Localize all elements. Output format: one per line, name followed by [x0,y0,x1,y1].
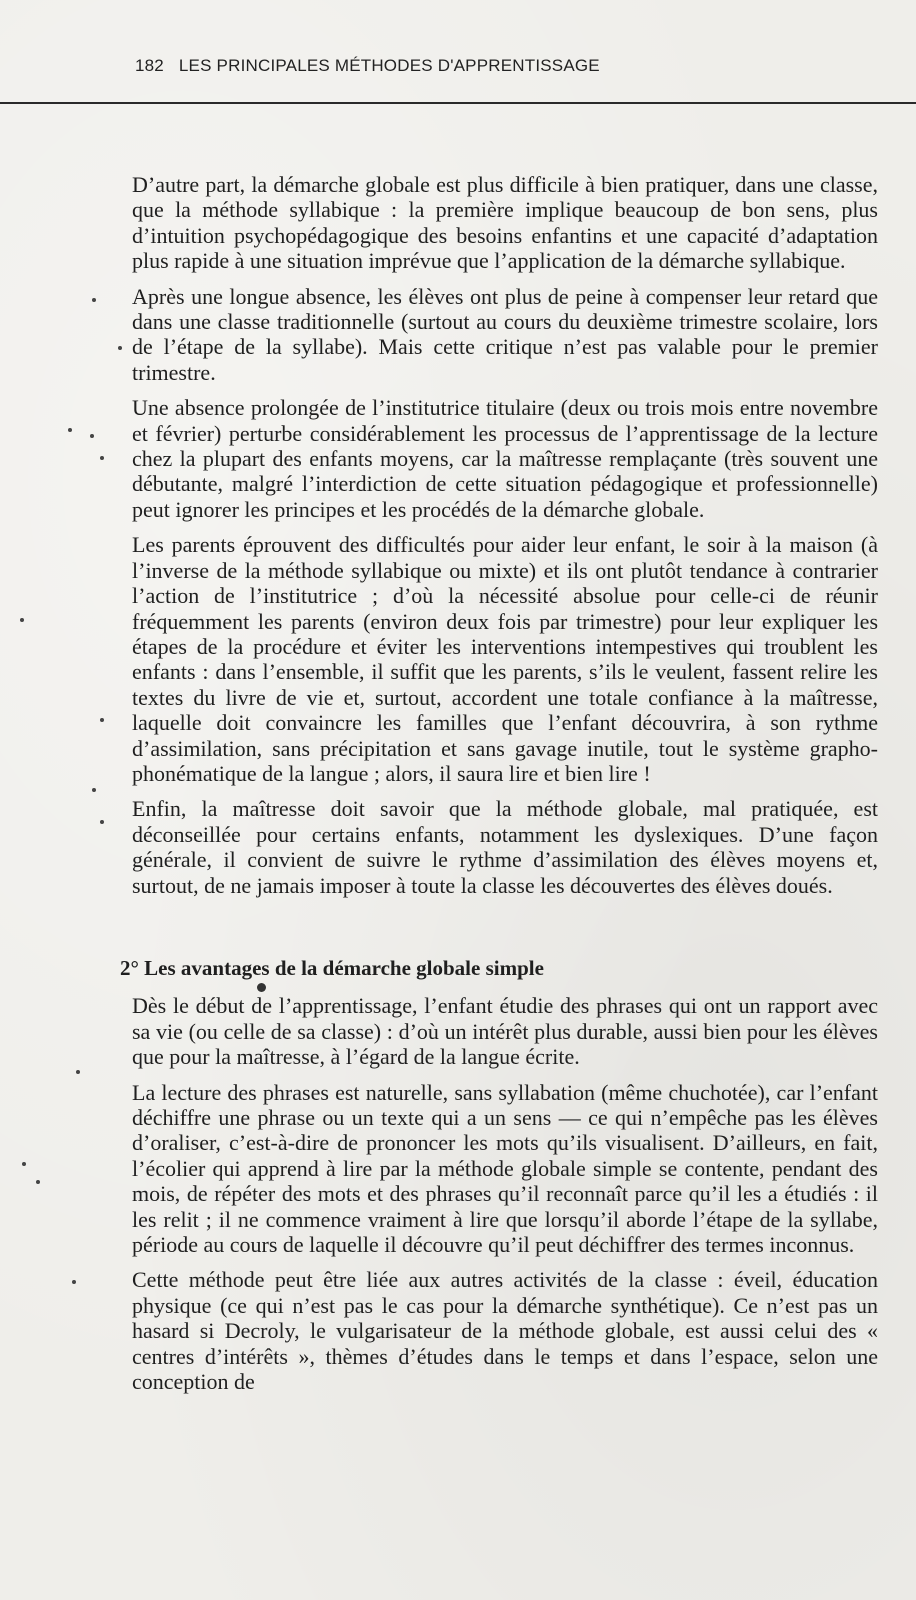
paragraph: La lecture des phrases est naturelle, sans syllabation (même chuchotée), car l’enfant déchiffre une phrase ou un texte qui a un sens — ce qui n’empêche pas les élèves d’oraliser, c’est-à-dire de prononcer les mots qu’ils visualisent. D’ailleurs, en fait, l’écolier qui apprend à lire par la méthode globale simple se contente, pendant des mois, de répéter des mots et des phrases qu’il reconnaît parce qu’il les a étudiés : il les relit ; il ne commence vraiment à lire que lorsqu’il aborde l’étape de la syllabe, période au cours de laquelle il découvre qu’il peut déchiffrer des termes inconnus. [132,1079,878,1258]
margin-dot [68,428,72,432]
margin-dot [92,298,96,302]
margin-dot [100,820,104,824]
section-heading: 2° Les avantages de la démarche globale simple [120,955,544,980]
running-header [135,56,600,76]
section-divider-dot [257,983,266,992]
margin-dot [22,1162,26,1166]
margin-dot [92,788,96,792]
margin-dot [90,434,94,438]
margin-dot [118,346,122,350]
page-number: 182 [135,56,164,75]
running-title: LES PRINCIPALES MÉTHODES D'APPRENTISSAGE [178,56,600,75]
body-text [120,172,878,1404]
header-rule [0,102,916,104]
paragraph: Une absence prolongée de l’institutrice titulaire (deux ou trois mois entre novembre et février) perturbe considérablement les processus de l’apprentissage de la lecture chez la plupart des enfants moyens, car la maîtresse remplaçante (très souvent une débutante, malgré l’interdiction de cette situation pédagogique et professionnelle) peut ignorer les principes et les procédés de la démarche globale. [132,395,878,522]
margin-dot [100,456,104,460]
paragraph: Dès le début de l’apprentissage, l’enfant étudie des phrases qui ont un rapport avec sa vie (ou celle de sa classe) : d’où un intérêt plus durable, aussi bien pour les élèves que pour la maîtresse, à l’égard de la langue écrite. [132,993,878,1070]
paragraph: Enfin, la maîtresse doit savoir que la méthode globale, mal pratiquée, est déconseillée pour certains enfants, notamment les dyslexiques. D’une façon générale, il convient de suivre le rythme d’assimilation des élèves moyens et, surtout, de ne jamais imposer à toute la classe les découvertes des élèves doués. [132,796,878,898]
paragraph: D’autre part, la démarche globale est plus difficile à bien pratiquer, dans une classe, que la méthode syllabique : la première implique beaucoup de bon sens, plus d’intuition psychopédagogique des besoins enfantins et une capacité d’adaptation plus rapide à une situation imprévue que l’application de la démarche syllabique. [132,172,878,274]
paragraph: Cette méthode peut être liée aux autres activités de la classe : éveil, éducation physique (ce qui n’est pas le cas pour la démarche synthétique). Ce n’est pas un hasard si Decroly, le vulgarisateur de la méthode globale, est aussi celui des « centres d’intérêts », thèmes d’études dans le temps et dans l’espace, selon une conception de [132,1267,878,1395]
paragraph: Les parents éprouvent des difficultés pour aider leur enfant, le soir à la maison (à l’inverse de la méthode syllabique ou mixte) et ils ont plutôt tendance à contrarier l’action de l’institutrice ; d’où la nécessité absolue pour celle-ci de réunir fréquemment les parents (environ deux fois par trimestre) pour leur expliquer les étapes de la procédure et éviter les interventions intempestives qui troublent les enfants : dans l’ensemble, il suffit que les parents, s’ils le veulent, fassent relire les textes du livre de vie et, surtout, accordent une totale confiance à la maîtresse, laquelle doit convaincre les familles que l’enfant découvrira, à son rythme d’assimilation, sans précipitation et sans gavage inutile, tout le système grapho-phonématique de la langue ; alors, il saura lire et bien lire ! [132,532,878,786]
margin-dot [36,1180,40,1184]
margin-dot [76,1070,80,1074]
margin-dot [20,618,24,622]
margin-dot [72,1280,76,1284]
paragraph: Après une longue absence, les élèves ont plus de peine à compenser leur retard que dans une classe traditionnelle (surtout au cours du deuxième trimestre scolaire, lors de l’étape de la syllabe). Mais cette critique n’est pas valable pour le premier trimestre. [132,283,878,385]
margin-dot [100,718,104,722]
